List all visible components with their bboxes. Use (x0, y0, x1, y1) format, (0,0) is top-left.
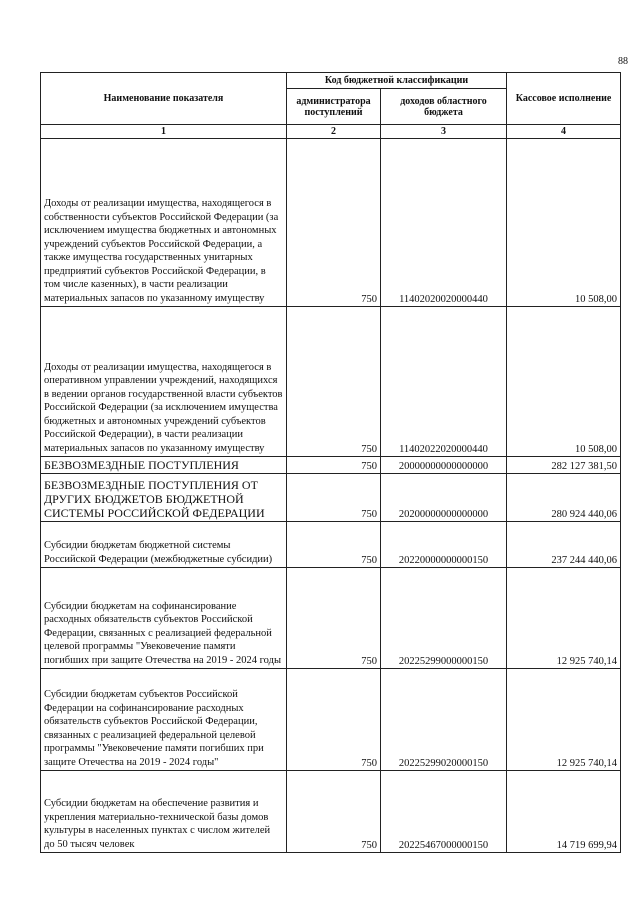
budget-table (40, 72, 621, 853)
row-admin: 750 (287, 474, 381, 522)
row-name: Субсидии бюджетам бюджетной системы Российской Федерации (межбюджетные субсидии) (41, 522, 287, 568)
header-income: доходов областного бюджета (381, 89, 507, 125)
table-row (41, 669, 621, 771)
row-amount: 12 925 740,14 (507, 568, 621, 669)
row-code: 11402020020000440 (381, 139, 507, 307)
row-name: БЕЗВОЗМЕЗДНЫЕ ПОСТУПЛЕНИЯ (41, 457, 287, 474)
row-code: 20225299020000150 (381, 669, 507, 771)
row-amount: 237 244 440,06 (507, 522, 621, 568)
row-amount: 10 508,00 (507, 307, 621, 457)
row-admin: 750 (287, 457, 381, 474)
table-row (41, 139, 621, 307)
row-admin: 750 (287, 139, 381, 307)
table-row (41, 307, 621, 457)
row-admin: 750 (287, 307, 381, 457)
row-admin: 750 (287, 669, 381, 771)
table-row (41, 522, 621, 568)
table-row (41, 457, 621, 474)
row-name: Субсидии бюджетам на обеспечение развития и укрепления материально-технической базы домов культуры в населенных пунктах с числом жителей до 50 тысяч человек (41, 771, 287, 853)
header-execution: Кассовое исполнение (507, 73, 621, 125)
row-admin: 750 (287, 522, 381, 568)
header-name: Наименование показателя (41, 73, 287, 125)
col-number-4: 4 (507, 125, 621, 139)
header-admin: администратора поступлений (287, 89, 381, 125)
row-code: 20000000000000000 (381, 457, 507, 474)
table-row (41, 474, 621, 522)
row-name: Субсидии бюджетам субъектов Российской Федерации на софинансирование расходных обязательств субъектов Российской Федерации, связанных с реализацией федеральной целевой программы "Увековечение памяти погибших при защите Отечества на 2019 - 2024 годы" (41, 669, 287, 771)
header-classification: Код бюджетной классификации (287, 73, 507, 89)
row-code: 20225467000000150 (381, 771, 507, 853)
row-admin: 750 (287, 568, 381, 669)
page-number: 88 (618, 56, 628, 67)
row-amount: 282 127 381,50 (507, 457, 621, 474)
row-name: Доходы от реализации имущества, находящегося в собственности субъектов Российской Федерации (за исключением имущества бюджетных и автономных учреждений субъектов Российской Федерации, а также имущества государственных унитарных предприятий субъектов Российской Федерации, в том числе казенных), в части реализации материальных запасов по указанному имуществу (41, 139, 287, 307)
row-amount: 10 508,00 (507, 139, 621, 307)
row-name: Доходы от реализации имущества, находящегося в оперативном управлении учреждений, находящихся в ведении органов государственной власти субъектов Российской Федерации (за исключением имущества бюджетных и автономных учреждений субъектов Российской Федерации), в части реализации материальных запасов по указанному имуществу (41, 307, 287, 457)
row-name: Субсидии бюджетам на софинансирование расходных обязательств субъектов Российской Федерации, связанных с реализацией федеральной целевой программы "Увековечение памяти погибших при защите Отечества на 2019 - 2024 годы (41, 568, 287, 669)
table-row (41, 771, 621, 853)
row-name: БЕЗВОЗМЕЗДНЫЕ ПОСТУПЛЕНИЯ ОТ ДРУГИХ БЮДЖЕТОВ БЮДЖЕТНОЙ СИСТЕМЫ РОССИЙСКОЙ ФЕДЕРАЦИИ (41, 474, 287, 522)
col-number-2: 2 (287, 125, 381, 139)
table-row (41, 568, 621, 669)
row-amount: 280 924 440,06 (507, 474, 621, 522)
col-number-1: 1 (41, 125, 287, 139)
col-number-3: 3 (381, 125, 507, 139)
row-admin: 750 (287, 771, 381, 853)
row-amount: 12 925 740,14 (507, 669, 621, 771)
row-code: 20200000000000000 (381, 474, 507, 522)
row-code: 20220000000000150 (381, 522, 507, 568)
row-code: 11402022020000440 (381, 307, 507, 457)
row-amount: 14 719 699,94 (507, 771, 621, 853)
row-code: 20225299000000150 (381, 568, 507, 669)
